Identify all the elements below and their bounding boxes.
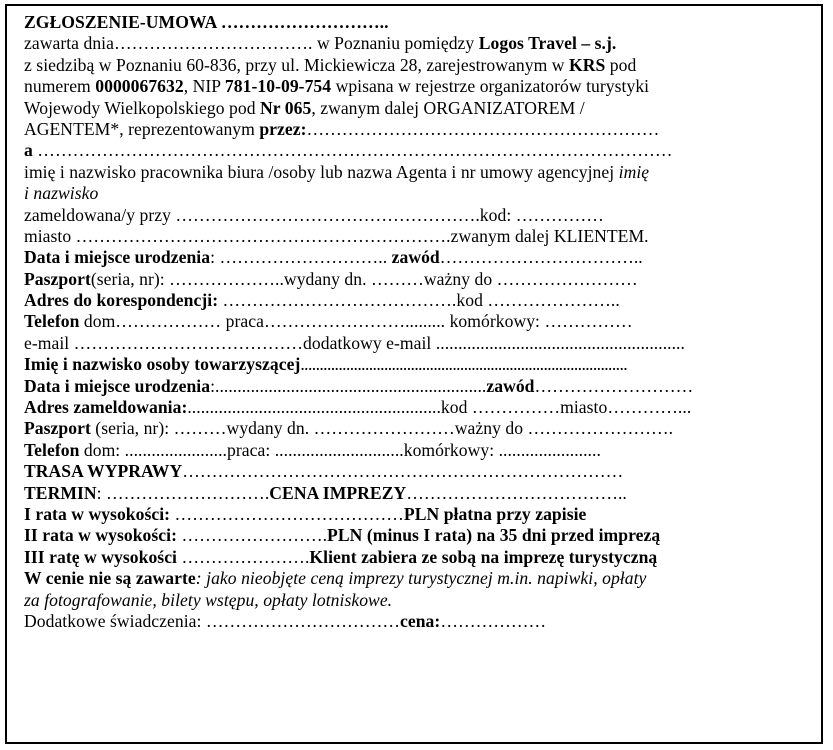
organizer-address-tail: pod <box>605 54 637 75</box>
companion-address-line <box>24 397 811 418</box>
name-caption-italic-2: i nazwisko <box>24 183 99 204</box>
name-caption-text: imię i nazwisko pracownika biura /osoby lub nazwa Agenta i nr umowy agencyjnej <box>24 161 619 182</box>
installment-2-note: PLN (minus I rata) na 35 dni przed imprezą <box>327 525 661 546</box>
registry-text-c: , NIP <box>183 76 225 97</box>
krs-label: KRS <box>568 54 606 75</box>
and-label: a <box>24 140 33 161</box>
residence-line <box>24 205 811 226</box>
installment-3-label: III ratę w wysokości <box>24 546 177 567</box>
correspondence-line <box>24 290 811 311</box>
residence-field[interactable]: zameldowana/y przy …………………………………………….kod: …………… <box>24 204 604 225</box>
email-line <box>24 333 811 354</box>
companion-name-field[interactable]: ...................................................................................... <box>300 354 628 375</box>
installment-2-field[interactable]: ……………………. <box>177 525 328 546</box>
name-caption-italic: imię <box>618 161 650 182</box>
name-caption-line <box>24 162 811 183</box>
email-field[interactable]: e-mail …………………………………dodatkowy e-mail ........................................................ <box>24 332 685 353</box>
installment-1-line <box>24 504 811 525</box>
exclusions-line-2 <box>24 590 811 611</box>
companion-birth-label: Data i miejsce urodzenia <box>24 375 211 396</box>
registry-text-e: wpisana w rejestrze organizatorów turystyki <box>331 76 650 97</box>
installment-3-field[interactable]: …………………. <box>177 546 310 567</box>
phone-line <box>24 311 811 332</box>
companion-address-label: Adres zameldowania: <box>24 397 188 418</box>
route-field[interactable]: ………………………………………………………………… <box>182 461 624 482</box>
passport-field[interactable]: (seria, nr): ………………..wydany dn. ………ważny do …………………… <box>90 268 638 289</box>
installment-3-line <box>24 547 811 568</box>
voivode-text-c: , zwanym dalej ORGANIZATOREM / <box>311 97 585 118</box>
correspondence-label: Adres do korespondencji: <box>24 290 219 311</box>
price-label: CENA IMPREZY <box>269 482 407 503</box>
form-title-line <box>24 12 811 33</box>
exclusions-text-2: za fotografowanie, bilety wstępu, opłaty lotniskowe. <box>24 589 393 610</box>
registration-agreement-form <box>5 4 823 744</box>
companion-passport-field[interactable]: (seria, nr): ………wydany dn. ……………………ważny do ……………………. <box>90 418 674 439</box>
city-line <box>24 226 811 247</box>
route-label: TRASA WYPRAWY <box>24 461 183 482</box>
phone-field[interactable]: dom……………… praca……………………......... komórkowy: …………… <box>79 311 633 332</box>
correspondence-field[interactable]: ………………………………….kod ………………….. <box>218 290 620 311</box>
nip-number: 781-10-09-754 <box>224 76 332 97</box>
installment-1-note: PLN płatna przy zapisie <box>403 503 587 524</box>
name-caption-line-2 <box>24 183 811 204</box>
term-label: TERMIN <box>24 482 97 503</box>
companion-birth-line <box>24 376 811 397</box>
organizer-address-line <box>24 55 811 76</box>
companion-name-label: Imię i nazwisko osoby towarzyszącej <box>24 354 301 375</box>
phone-label: Telefon <box>24 311 80 332</box>
installment-1-field[interactable]: ………………………………… <box>170 503 404 524</box>
extra-price-label: cena: <box>400 610 441 631</box>
registry-number: Nr 065 <box>260 97 312 118</box>
term-line <box>24 483 811 504</box>
registry-line <box>24 76 811 97</box>
voivode-text-a: Wojewody Wielkopolskiego pod <box>24 97 261 118</box>
client-name-line <box>24 140 811 161</box>
companion-address-field[interactable]: .........................................................kod ……………miasto…………... <box>187 397 692 418</box>
passport-label: Paszport <box>24 268 91 289</box>
representative-text: AGENTEM*, reprezentowanym <box>24 118 260 139</box>
organizer-name: Logos Travel – s.j. <box>478 33 617 54</box>
installment-2-label: II rata w wysokości: <box>24 525 177 546</box>
installment-1-label: I rata w wysokości: <box>24 503 171 524</box>
profession-field[interactable]: …………………………….. <box>439 247 643 268</box>
route-line <box>24 461 811 482</box>
extra-price-field[interactable]: ……………… <box>440 610 547 631</box>
exclusions-label: W cenie nie są zawarte <box>24 568 196 589</box>
birth-line <box>24 247 811 268</box>
voivode-line <box>24 98 811 119</box>
exclusions-text: : jako nieobjęte ceną imprezy turystycznej m.in. napiwki, opłaty <box>195 568 647 589</box>
companion-profession-label: zawód <box>486 375 535 396</box>
installment-2-line <box>24 525 811 546</box>
representative-label: przez: <box>259 118 307 139</box>
companion-passport-line <box>24 418 811 439</box>
companion-passport-label: Paszport <box>24 418 91 439</box>
agreement-date-field[interactable]: zawarta dnia……………………………. w Poznaniu pomiędzy <box>24 33 479 54</box>
installment-3-note: Klient zabiera ze sobą na imprezę turystyczną <box>309 546 658 567</box>
companion-phone-line <box>24 440 811 461</box>
organizer-address-text: z siedzibą w Poznaniu 60-836, przy ul. Mickiewicza 28, zarejestrowanym w <box>24 54 569 75</box>
form-title: ZGŁOSZENIE-UMOWA ……………………….. <box>24 12 389 32</box>
extra-services-field[interactable]: Dodatkowe świadczenia: …………………………… <box>24 610 400 631</box>
extra-services-line <box>24 611 811 632</box>
birth-field[interactable]: : ……………………….. <box>210 247 392 268</box>
krs-number: 0000067632 <box>95 76 184 97</box>
companion-profession-field[interactable]: ……………………… <box>534 375 694 396</box>
city-field[interactable]: miasto ……………………………………………………….zwanym dalej KLIENTEM. <box>24 225 649 246</box>
profession-label: zawód <box>391 247 440 268</box>
term-field[interactable]: : ………………………. <box>96 482 270 503</box>
representative-field[interactable]: …………………………………………………… <box>306 118 660 139</box>
client-name-field[interactable]: ……………………………………………………………………………………………… <box>32 140 673 161</box>
companion-phone-label: Telefon <box>24 439 80 460</box>
companion-phone-field[interactable]: dom: .......................praca: .............................komórkowy: ....................... <box>79 439 601 460</box>
passport-line <box>24 269 811 290</box>
price-field[interactable]: ……………………………….. <box>406 482 627 503</box>
agreement-date-line <box>24 33 811 54</box>
exclusions-line <box>24 568 811 589</box>
companion-name-line <box>24 354 811 375</box>
companion-birth-field[interactable]: :............................................................. <box>210 375 487 396</box>
representative-line <box>24 119 811 140</box>
registry-text-a: numerem <box>24 76 96 97</box>
birth-label: Data i miejsce urodzenia <box>24 247 211 268</box>
